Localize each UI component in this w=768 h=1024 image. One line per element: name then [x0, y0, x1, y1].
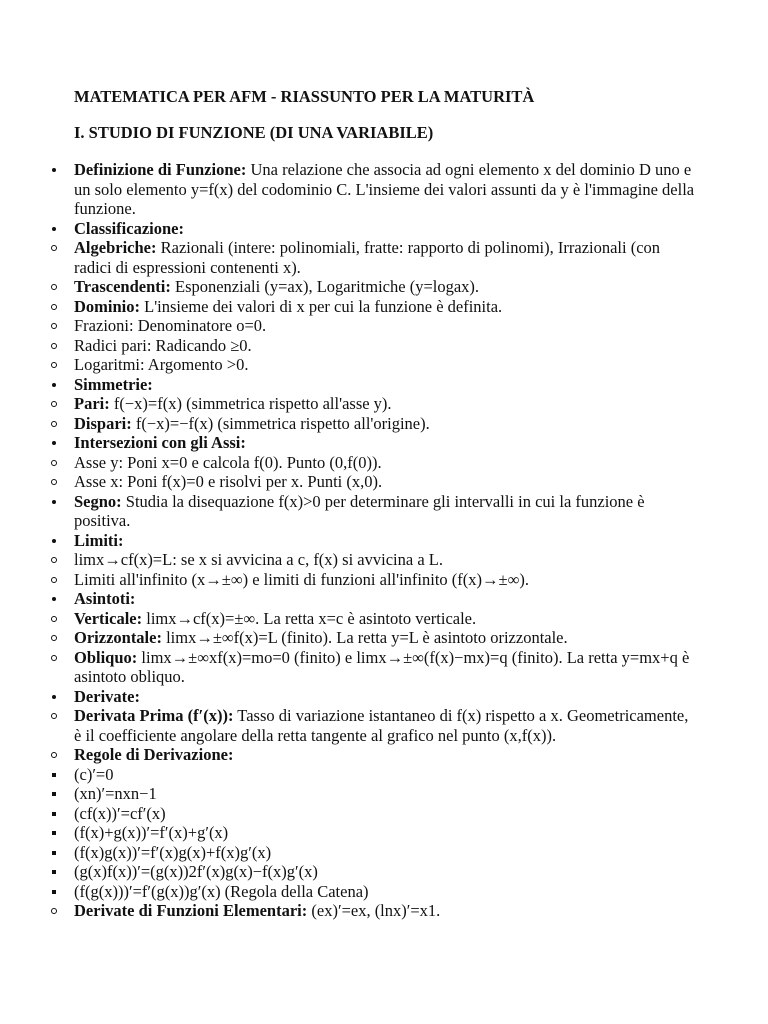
item-label: Regole di Derivazione:: [74, 745, 234, 764]
circle-bullet-icon: [48, 394, 60, 414]
item-text: (c)′=0: [74, 764, 114, 784]
list-item: [0, 433, 768, 453]
item-label: Pari:: [74, 394, 110, 413]
circle-bullet-icon: [48, 609, 60, 629]
item-text: Asse x: Poni f(x)=0 e risolvi per x. Punti (x,0).: [74, 472, 383, 491]
list-item: [0, 589, 768, 609]
circle-bullet-icon: [48, 238, 60, 258]
circle-bullet-icon: [48, 570, 60, 590]
item-text: Tasso di variazione istantaneo di f(x) rispetto a x. Geometricamente, è il coefficiente angolare della retta tangente al grafico nel punto (x,f(x)).: [74, 706, 689, 745]
square-bullet-icon: [48, 765, 60, 785]
list-item: [0, 687, 768, 707]
square-bullet-icon: [48, 784, 60, 804]
square-bullet-icon: [48, 882, 60, 902]
item-label: Derivate:: [74, 686, 140, 706]
item-text: (cf(x))′=cf′(x): [74, 803, 166, 823]
list-item: [0, 316, 768, 336]
list-item: [0, 862, 768, 882]
list-item: [0, 375, 768, 395]
circle-bullet-icon: [48, 648, 60, 668]
list-item: [0, 823, 768, 843]
item-text: Studia la disequazione f(x)>0 per determinare gli intervalli in cui la funzione è positiva.: [74, 491, 645, 530]
item-text: Razionali (intere: polinomiali, fratte: rapporto di polinomi), Irrazionali (con radici di espressioni contenenti x).: [74, 238, 661, 277]
item-text: Una relazione che associa ad ogni elemento x del dominio D uno e un solo elemento y=f(x) del codominio C. L'insieme dei valori assunti da y è l'immagine della funzione.: [74, 160, 695, 218]
circle-bullet-icon: [48, 472, 60, 492]
item-label: Limiti:: [74, 530, 124, 550]
circle-bullet-icon: [48, 550, 60, 570]
list-item: [0, 745, 768, 765]
disc-bullet-icon: [48, 160, 60, 180]
item-text: L'insieme dei valori di x per cui la funzione è definita.: [140, 296, 503, 316]
list-item: [0, 453, 768, 473]
item-text: limx→cf(x)=±∞. La retta x=c è asintoto verticale.: [142, 608, 477, 628]
circle-bullet-icon: [48, 706, 60, 726]
item-text: limx→cf(x)=L: se x si avvicina a c, f(x) si avvicina a L.: [74, 550, 443, 569]
item-text: Esponenziali (y=ax), Logaritmiche (y=logax).: [170, 277, 480, 296]
list-item: [0, 414, 768, 434]
item-text: limx→±∞xf(x)=mo=0 (finito) e limx→±∞(f(x)−mx)=q (finito). La retta y=mx+q è asintoto obliquo.: [74, 647, 690, 686]
list-item: [0, 901, 768, 921]
list-item: [0, 336, 768, 356]
item-text: (f(x)g(x))′=f′(x)g(x)+f(x)g′(x): [74, 842, 272, 862]
circle-bullet-icon: [48, 414, 60, 434]
list-item: [0, 804, 768, 824]
square-bullet-icon: [48, 843, 60, 863]
item-label: Segno:: [74, 491, 122, 511]
item-label: Intersezioni con gli Assi:: [74, 433, 246, 452]
item-text: (g(x)f(x))′=(g(x))2f′(x)g(x)−f(x)g′(x): [74, 862, 318, 881]
list-item: [0, 570, 768, 590]
item-label: Definizione di Funzione:: [74, 160, 247, 179]
item-label: Dispari:: [74, 413, 132, 433]
item-text: Asse y: Poni x=0 e calcola f(0). Punto (0,f(0)).: [74, 452, 382, 472]
list-item: [0, 297, 768, 317]
disc-bullet-icon: [48, 531, 60, 551]
list-item: [0, 238, 768, 277]
item-label: Classificazione:: [74, 218, 184, 238]
item-text: f(−x)=−f(x) (simmetrica rispetto all'origine).: [131, 413, 430, 433]
item-text: f(−x)=f(x) (simmetrica rispetto all'asse y).: [109, 394, 392, 413]
circle-bullet-icon: [48, 277, 60, 297]
item-label: Derivate di Funzioni Elementari:: [74, 901, 308, 920]
circle-bullet-icon: [48, 355, 60, 375]
list-item: [0, 628, 768, 648]
list-item: [0, 531, 768, 551]
item-label: Asintoti:: [74, 589, 136, 608]
summary-list: [0, 160, 768, 921]
item-label: Simmetrie:: [74, 374, 153, 394]
list-item: [0, 160, 768, 219]
section-title: I. STUDIO DI FUNZIONE (DI UNA VARIABILE): [74, 123, 434, 142]
item-text: Frazioni: Denominatore o=0.: [74, 316, 267, 335]
list-item: [0, 706, 768, 745]
circle-bullet-icon: [48, 628, 60, 648]
disc-bullet-icon: [48, 375, 60, 395]
item-label: Obliquo:: [74, 647, 138, 667]
circle-bullet-icon: [48, 453, 60, 473]
square-bullet-icon: [48, 823, 60, 843]
square-bullet-icon: [48, 804, 60, 824]
circle-bullet-icon: [48, 297, 60, 317]
list-item: [0, 882, 768, 902]
list-item: [0, 219, 768, 239]
item-text: Limiti all'infinito (x→±∞) e limiti di funzioni all'infinito (f(x)→±∞).: [74, 569, 529, 589]
disc-bullet-icon: [48, 433, 60, 453]
square-bullet-icon: [48, 862, 60, 882]
circle-bullet-icon: [48, 901, 60, 921]
item-text: limx→±∞f(x)=L (finito). La retta y=L è asintoto orizzontale.: [161, 628, 568, 647]
list-item: [0, 648, 768, 687]
disc-bullet-icon: [48, 589, 60, 609]
list-item: [0, 609, 768, 629]
item-label: Verticale:: [74, 608, 143, 628]
list-item: [0, 784, 768, 804]
list-item: [0, 550, 768, 570]
item-text: (xn)′=nxn−1: [74, 784, 157, 803]
list-item: [0, 394, 768, 414]
item-text: (f(g(x)))′=f′(g(x))g′(x) (Regola della Catena): [74, 881, 369, 901]
item-label: Dominio:: [74, 296, 140, 316]
list-item: [0, 355, 768, 375]
list-item: [0, 765, 768, 785]
item-label: Derivata Prima (f′(x)):: [74, 706, 234, 725]
circle-bullet-icon: [48, 745, 60, 765]
item-label: Orizzontale:: [74, 628, 162, 647]
item-text: Radici pari: Radicando ≥0.: [74, 335, 252, 355]
list-item: [0, 492, 768, 531]
item-text: (ex)′=ex, (lnx)′=x1.: [307, 901, 441, 920]
item-label: Algebriche:: [74, 238, 157, 257]
circle-bullet-icon: [48, 336, 60, 356]
item-label: Trascendenti:: [74, 277, 171, 296]
document-title: MATEMATICA PER AFM - RIASSUNTO PER LA MATURITÀ: [74, 87, 535, 106]
item-text: (f(x)+g(x))′=f′(x)+g′(x): [74, 823, 229, 842]
list-item: [0, 472, 768, 492]
disc-bullet-icon: [48, 492, 60, 512]
item-text: Logaritmi: Argomento >0.: [74, 355, 249, 374]
disc-bullet-icon: [48, 687, 60, 707]
circle-bullet-icon: [48, 316, 60, 336]
disc-bullet-icon: [48, 219, 60, 239]
list-item: [0, 843, 768, 863]
list-item: [0, 277, 768, 297]
